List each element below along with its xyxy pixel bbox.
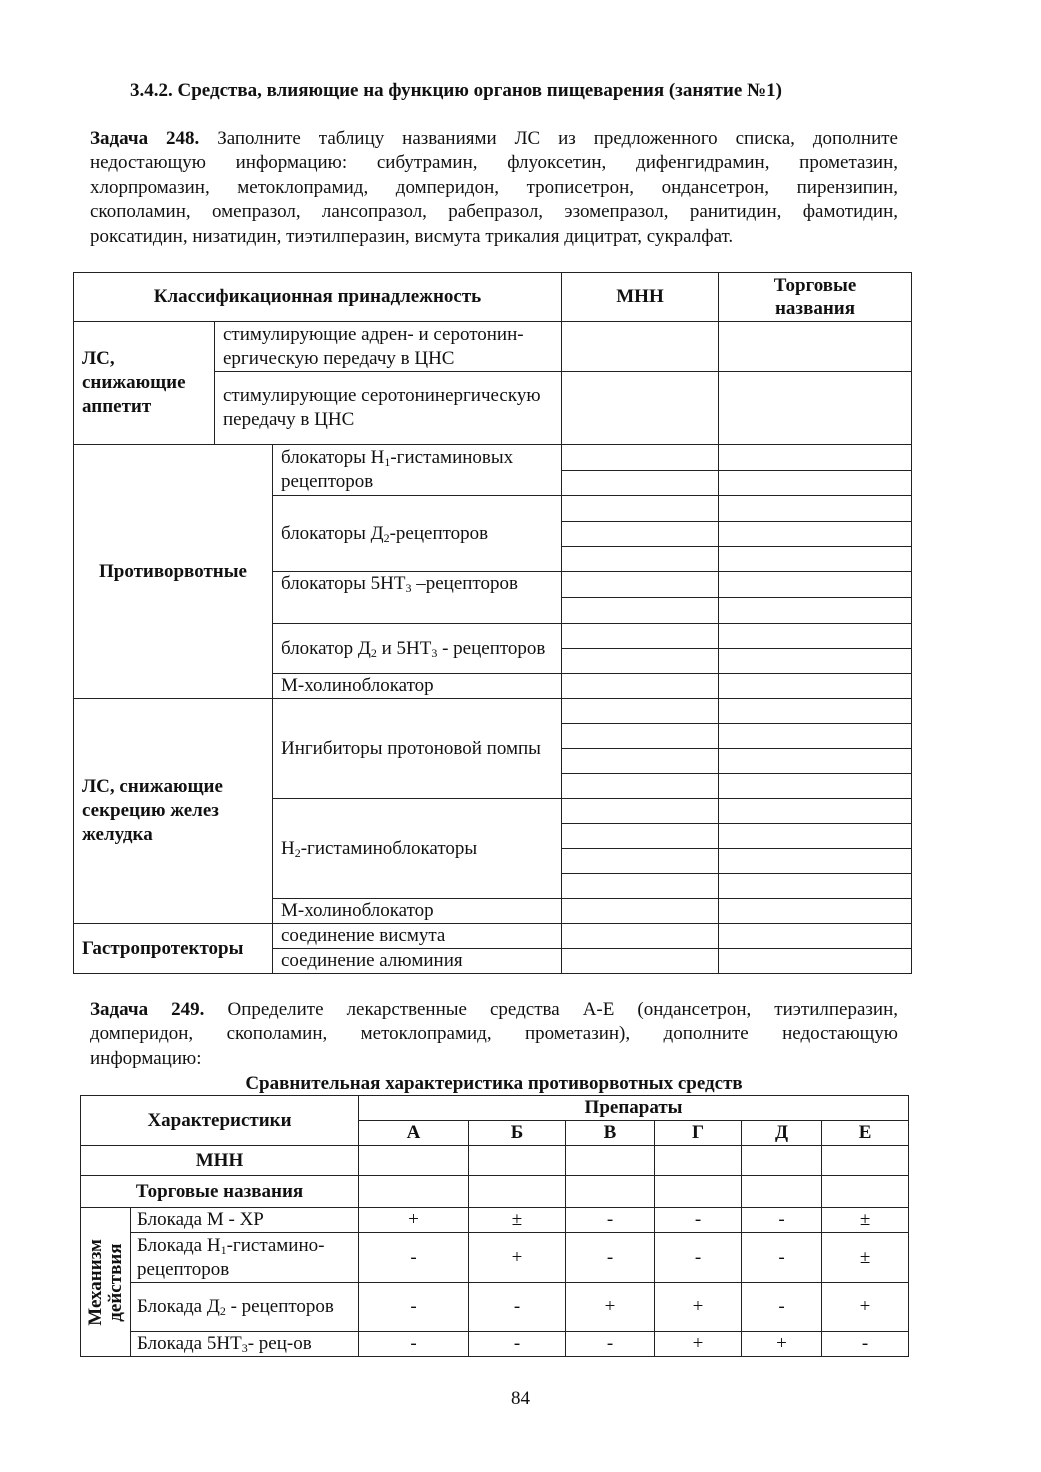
cell-inn[interactable] [562, 674, 719, 699]
mechanism-value: - [566, 1208, 655, 1233]
section-heading: 3.4.2. Средства, влияющие на функцию органов пищеварения (занятие №1) [130, 80, 782, 101]
mechanism-value: + [655, 1283, 742, 1332]
cell-trade[interactable] [719, 445, 912, 471]
cell-trade[interactable] [719, 799, 912, 824]
table-2-caption: Сравнительная характеристика противорвотных средств [245, 1073, 743, 1094]
subgroup-serotonin: стимулирующие серотонинергическую передачу в ЦНС [215, 372, 562, 445]
cell-trade[interactable] [469, 1176, 566, 1208]
cell-inn[interactable] [562, 874, 719, 899]
cell-inn[interactable] [562, 624, 719, 649]
group-antiemetic: Противорвотные [74, 445, 273, 699]
mechanism-value: + [822, 1283, 909, 1332]
row-label-trade-names: Торговые названия [81, 1176, 359, 1208]
mechanism-value: - [469, 1283, 566, 1332]
mechanism-label: Механизм действия [81, 1208, 131, 1357]
cell-inn[interactable] [562, 699, 719, 724]
column-header: Д [742, 1121, 822, 1146]
task-248-text [90, 127, 898, 249]
cell-inn[interactable] [469, 1146, 566, 1176]
cell-inn[interactable] [562, 649, 719, 674]
mechanism-value: ± [822, 1208, 909, 1233]
mechanism-value: + [655, 1332, 742, 1357]
mechanism-row-label: Блокада М - ХР [131, 1208, 359, 1233]
mechanism-row-label: Блокада $Д_2$ - рецепторов [131, 1283, 359, 1332]
mechanism-value: - [742, 1283, 822, 1332]
cell-trade[interactable] [719, 624, 912, 649]
header-classification: Классификационная принадлежность [74, 273, 562, 322]
subgroup-h1-blockers: блокаторы $H_1$-гистаминовых рецепторов [273, 445, 562, 496]
task-249-line-2: домперидон, скополамин, метоклопрамид, прометазин), дополните недостающую [90, 1023, 898, 1045]
mechanism-value: ± [469, 1208, 566, 1233]
group-secretion: ЛС, снижающие секрецию желез желудка [74, 699, 273, 924]
comparison-table [80, 1095, 909, 1357]
cell-trade[interactable] [719, 824, 912, 849]
cell-trade[interactable] [719, 849, 912, 874]
cell-inn[interactable] [562, 949, 719, 974]
mechanism-value: - [655, 1208, 742, 1233]
cell-inn[interactable] [562, 824, 719, 849]
subgroup-m-cholinoblocker-2: М-холиноблокатор [273, 899, 562, 924]
column-header: Б [469, 1121, 566, 1146]
cell-inn[interactable] [566, 1146, 655, 1176]
cell-inn[interactable] [562, 724, 719, 749]
subgroup-h2-blockers: $H_2$-гистаминоблокаторы [273, 799, 562, 899]
column-header: Е [822, 1121, 909, 1146]
subgroup-ppi: Ингибиторы протоновой помпы [273, 699, 562, 799]
group-appetite: ЛС, снижающие аппетит [74, 322, 215, 445]
subgroup-bismuth: соединение висмута [273, 924, 562, 949]
cell-trade[interactable] [742, 1176, 822, 1208]
cell-inn[interactable] [562, 522, 719, 547]
cell-inn[interactable] [562, 322, 719, 372]
mechanism-value: - [359, 1332, 469, 1357]
column-header: В [566, 1121, 655, 1146]
cell-trade[interactable] [719, 949, 912, 974]
cell-trade[interactable] [719, 674, 912, 699]
cell-trade[interactable] [719, 749, 912, 774]
cell-inn[interactable] [822, 1146, 909, 1176]
header-preparations: Препараты [359, 1096, 909, 1121]
page-number: 84 [511, 1388, 530, 1409]
task-249-label: Задача 249. [90, 999, 205, 1020]
row-label-inn: МНН [81, 1146, 359, 1176]
cell-inn[interactable] [562, 849, 719, 874]
mechanism-value: - [566, 1233, 655, 1283]
mechanism-value: - [742, 1233, 822, 1283]
cell-inn[interactable] [562, 749, 719, 774]
mechanism-value: + [566, 1283, 655, 1332]
column-header: А [359, 1121, 469, 1146]
cell-inn[interactable] [562, 774, 719, 799]
subgroup-aluminium: соединение алюминия [273, 949, 562, 974]
cell-trade[interactable] [719, 598, 912, 624]
cell-trade[interactable] [719, 547, 912, 572]
cell-trade[interactable] [719, 874, 912, 899]
subgroup-m-cholinoblocker: М-холиноблокатор [273, 674, 562, 699]
mechanism-value: - [655, 1233, 742, 1283]
cell-inn[interactable] [562, 471, 719, 496]
cell-inn[interactable] [562, 547, 719, 572]
task-248-line-3: хлорпромазин, метоклопрамид, домперидон, трописетрон, ондансетрон, пирензипин, [90, 176, 898, 198]
mechanism-row-label: Блокада $5НТ_3-$ рец-ов [131, 1332, 359, 1357]
cell-trade[interactable] [719, 522, 912, 547]
cell-inn[interactable] [359, 1146, 469, 1176]
cell-inn[interactable] [742, 1146, 822, 1176]
task-249-text [90, 998, 898, 1071]
header-characteristics: Характеристики [81, 1096, 359, 1146]
header-trade-names: Торговые названия [719, 273, 912, 322]
group-gastroprotectors: Гастропротекторы [74, 924, 273, 974]
mechanism-value: - [742, 1208, 822, 1233]
task-249-line-1: Задача 249. Определите лекарственные средства А-Е (ондансетрон, тиэтилперазин, [90, 999, 898, 1020]
task-248-label: Задача 248. [90, 128, 200, 149]
cell-trade[interactable] [719, 649, 912, 674]
subgroup-5ht3-blockers: блокаторы $5НТ_3$ –рецепторов [273, 572, 562, 624]
task-248-line-4: скополамин, омепразол, лансопразол, рабепразол, эзомепразол, ранитидин, фамотидин, [90, 201, 898, 223]
cell-trade[interactable] [655, 1176, 742, 1208]
mechanism-value: - [566, 1332, 655, 1357]
mechanism-value: + [469, 1233, 566, 1283]
task-249-line-3: информацию: [90, 1047, 202, 1069]
mechanism-value: - [359, 1233, 469, 1283]
classification-table [73, 272, 912, 974]
cell-trade[interactable] [719, 572, 912, 598]
mechanism-value: + [742, 1332, 822, 1357]
cell-inn[interactable] [562, 598, 719, 624]
cell-trade[interactable] [719, 699, 912, 724]
cell-inn[interactable] [562, 372, 719, 445]
cell-inn[interactable] [655, 1146, 742, 1176]
mechanism-value: - [359, 1283, 469, 1332]
task-248-line-2: недостающую информацию: сибутрамин, флуоксетин, дифенгидрамин, прометазин, [90, 152, 898, 174]
cell-trade[interactable] [719, 471, 912, 496]
cell-trade[interactable] [719, 724, 912, 749]
cell-inn[interactable] [562, 496, 719, 522]
mechanism-value: - [469, 1332, 566, 1357]
cell-inn[interactable] [562, 899, 719, 924]
cell-trade[interactable] [719, 372, 912, 445]
cell-trade[interactable] [719, 899, 912, 924]
subgroup-adren-serotonin: стимулирующие адрен- и серотонин-ергическую передачу в ЦНС [215, 322, 562, 372]
cell-trade[interactable] [566, 1176, 655, 1208]
cell-trade[interactable] [359, 1176, 469, 1208]
task-248-line-5: роксатидин, низатидин, тиэтилперазин, висмута трикалия дицитрат, сукралфат. [90, 225, 734, 247]
cell-trade[interactable] [719, 774, 912, 799]
cell-trade[interactable] [822, 1176, 909, 1208]
cell-inn[interactable] [562, 799, 719, 824]
column-header: Г [655, 1121, 742, 1146]
cell-trade[interactable] [719, 496, 912, 522]
cell-inn[interactable] [562, 572, 719, 598]
mechanism-value: - [822, 1332, 909, 1357]
task-248-line-1: Задача 248. Заполните таблицу названиями ЛС из предложенного списка, дополните [90, 128, 898, 149]
subgroup-d2-5ht3-blocker: блокатор $Д_2$ и $5НТ_3$ - рецепторов [273, 624, 562, 674]
mechanism-row-label: Блокада $H_1-гистамино$-рецепторов [131, 1233, 359, 1283]
header-inn: МНН [562, 273, 719, 322]
cell-inn[interactable] [562, 445, 719, 471]
cell-trade[interactable] [719, 924, 912, 949]
cell-inn[interactable] [562, 924, 719, 949]
mechanism-value: + [359, 1208, 469, 1233]
mechanism-value: ± [822, 1233, 909, 1283]
subgroup-d2-blockers: блокаторы $Д_2$-рецепторов [273, 496, 562, 572]
cell-trade[interactable] [719, 322, 912, 372]
